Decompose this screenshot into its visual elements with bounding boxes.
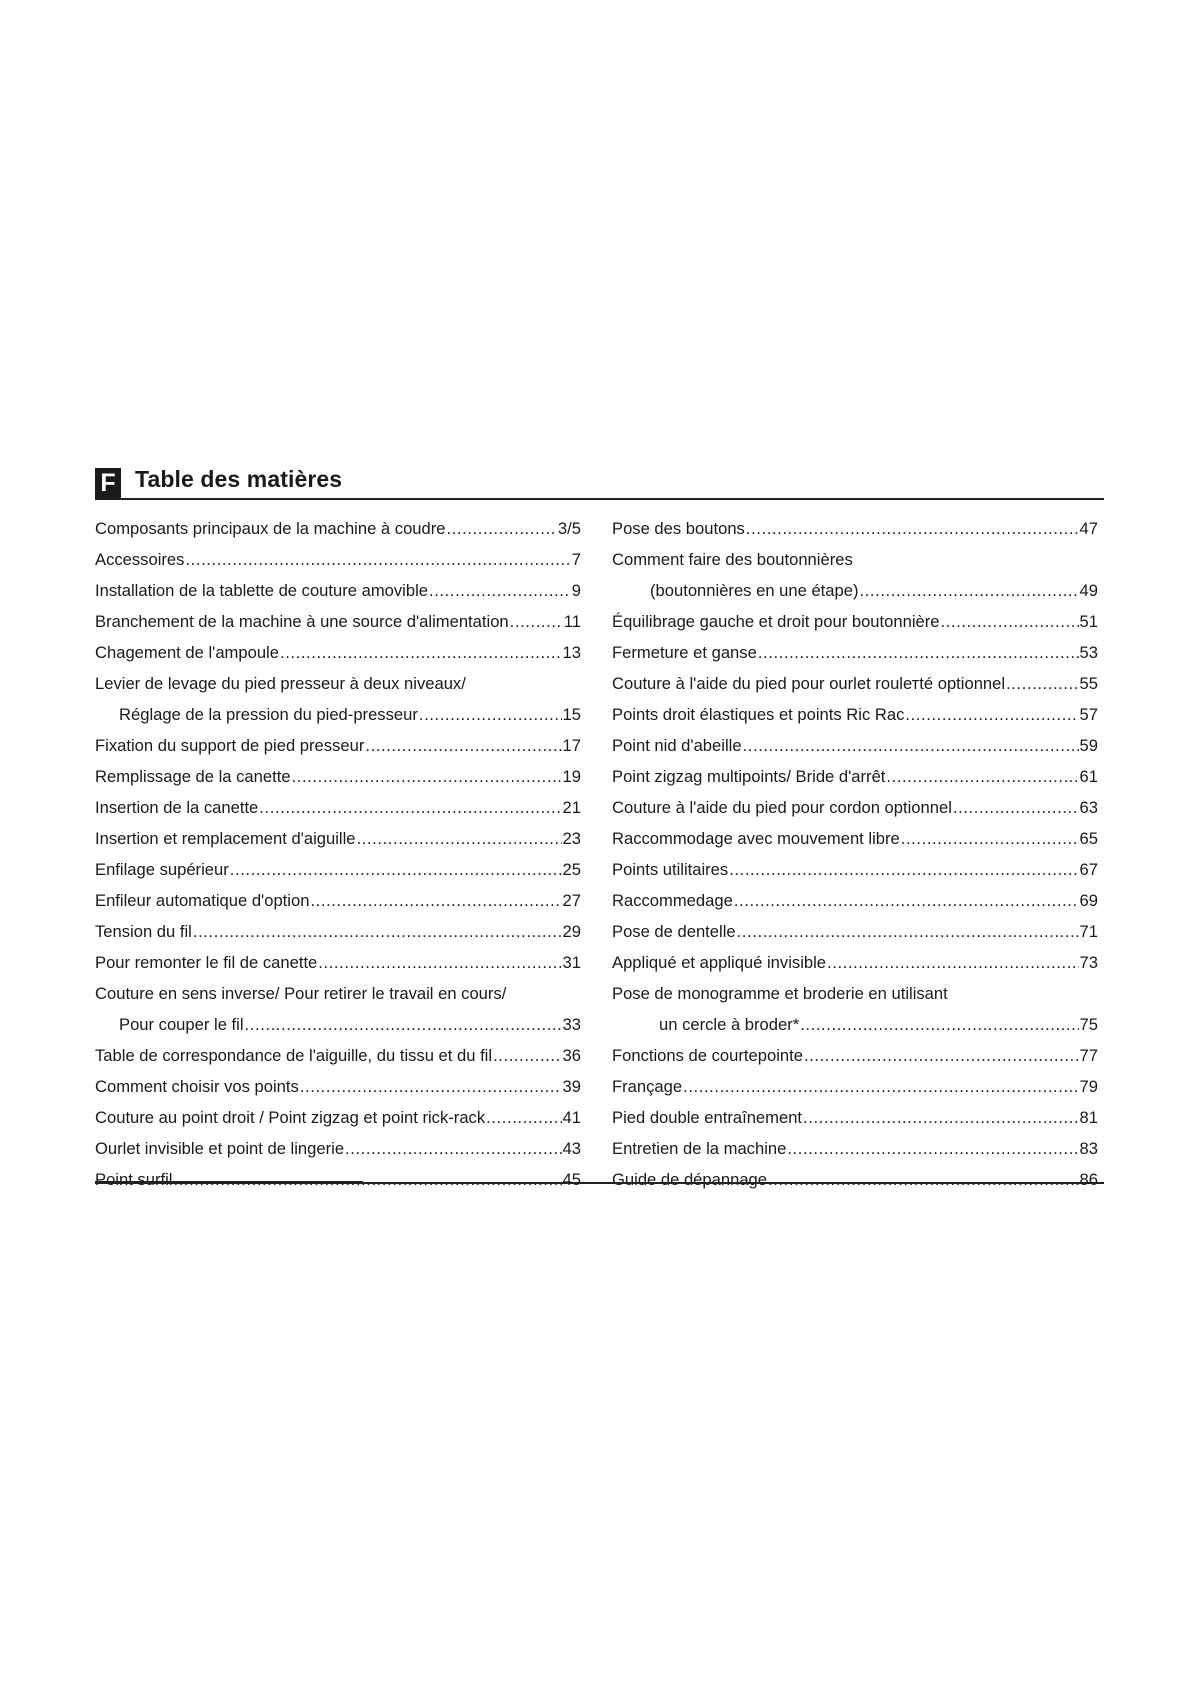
- toc-entry[interactable]: Comment choisir vos points ..... 39: [95, 1065, 581, 1096]
- toc-entry[interactable]: Insertion de la canette ..... 21: [95, 786, 581, 817]
- toc-entry[interactable]: Installation de la tablette de couture amovible ..... 9: [95, 569, 581, 600]
- toc-right-column: [612, 500, 1098, 1189]
- toc-entry[interactable]: Couture à l'aide du pied pour cordon optionnel ..... 63: [612, 786, 1098, 817]
- toc-entry[interactable]: Chagement de l'ampoule ..... 13: [95, 631, 581, 662]
- toc-entry[interactable]: Couture à l'aide du pied pour ourlet roulетté optionnel ..... 55: [612, 662, 1098, 693]
- page-title: Table des matières: [135, 466, 343, 492]
- toc-entry[interactable]: Guide de dépannage ..... 86: [612, 1158, 1098, 1189]
- toc-entry-heading: Levier de levage du pied presseur à deux niveaux/: [95, 674, 466, 693]
- toc-entry[interactable]: Composants principaux de la machine à coudre ..... 3/5: [95, 500, 581, 538]
- toc-entry-heading: Comment faire des boutonnières: [612, 550, 853, 569]
- toc-entry-heading: Couture en sens inverse/ Pour retirer le travail en cours/: [95, 984, 507, 1003]
- toc-entry[interactable]: Pose des boutons ..... 47: [612, 500, 1098, 538]
- toc-entry[interactable]: Points utilitaires ..... 67: [612, 848, 1098, 879]
- toc-entry[interactable]: Points droit élastiques et points Ric Rac ..... 57: [612, 693, 1098, 724]
- language-badge: F: [95, 468, 121, 498]
- toc-header: [95, 464, 1104, 500]
- toc-entry[interactable]: Point zigzag multipoints/ Bride d'arrêt ..... 61: [612, 755, 1098, 786]
- toc-entry[interactable]: Fermeture et ganse ..... 53: [612, 631, 1098, 662]
- toc-entry[interactable]: Table de correspondance de l'aiguille, du tissu et du fil ..... 36: [95, 1034, 581, 1065]
- toc-entry[interactable]: Pied double entraînement ..... 81: [612, 1096, 1098, 1127]
- table-of-contents: [95, 464, 1104, 1189]
- toc-entry[interactable]: un cercle à broder* ..... 75: [612, 1003, 1098, 1034]
- toc-entry[interactable]: Entretien de la machine ..... 83: [612, 1127, 1098, 1158]
- toc-entry[interactable]: Équilibrage gauche et droit pour boutonnière ..... 51: [612, 600, 1098, 631]
- toc-entry[interactable]: Françage ..... 79: [612, 1065, 1098, 1096]
- toc-entry[interactable]: Raccommodage avec mouvement libre ..... 65: [612, 817, 1098, 848]
- toc-entry[interactable]: Pose de dentelle ..... 71: [612, 910, 1098, 941]
- toc-entry[interactable]: Tension du fil ..... 29: [95, 910, 581, 941]
- toc-entry[interactable]: Ourlet invisible et point de lingerie ..... 43: [95, 1127, 581, 1158]
- toc-entry[interactable]: Enfilage supérieur ..... 25: [95, 848, 581, 879]
- toc-entry[interactable]: Point nid d'abeille ..... 59: [612, 724, 1098, 755]
- toc-entry[interactable]: Appliqué et appliqué invisible ..... 73: [612, 941, 1098, 972]
- toc-entry[interactable]: Raccommedage ..... 69: [612, 879, 1098, 910]
- toc-entry-heading: Pose de monogramme et broderie en utilisant: [612, 984, 948, 1003]
- toc-entry[interactable]: Pour remonter le fil de canette ..... 31: [95, 941, 581, 972]
- toc-entry[interactable]: Enfileur automatique d'option ..... 27: [95, 879, 581, 910]
- toc-entry[interactable]: Fixation du support de pied presseur ..... 17: [95, 724, 581, 755]
- toc-entry[interactable]: Couture au point droit / Point zigzag et point rick-rack ..... 41: [95, 1096, 581, 1127]
- toc-entry[interactable]: Fonctions de courtepointe ..... 77: [612, 1034, 1098, 1065]
- toc-left-column: [95, 500, 581, 1189]
- toc-entry[interactable]: Point surfil ..... 45: [95, 1158, 581, 1189]
- toc-entry[interactable]: (boutonnières en une étape) ..... 49: [612, 569, 1098, 600]
- toc-entry[interactable]: Accessoires ..... 7: [95, 538, 581, 569]
- toc-entry[interactable]: Remplissage de la canette ..... 19: [95, 755, 581, 786]
- toc-entry[interactable]: Branchement de la machine à une source d'alimentation ..... 11: [95, 600, 581, 631]
- toc-entry[interactable]: Pour couper le fil ..... 33: [95, 1003, 581, 1034]
- toc-columns: [95, 500, 1104, 1189]
- toc-entry[interactable]: Insertion et remplacement d'aiguille ..... 23: [95, 817, 581, 848]
- toc-entry[interactable]: Réglage de la pression du pied-presseur ..... 15: [95, 693, 581, 724]
- footer-divider-accent: [95, 1181, 363, 1184]
